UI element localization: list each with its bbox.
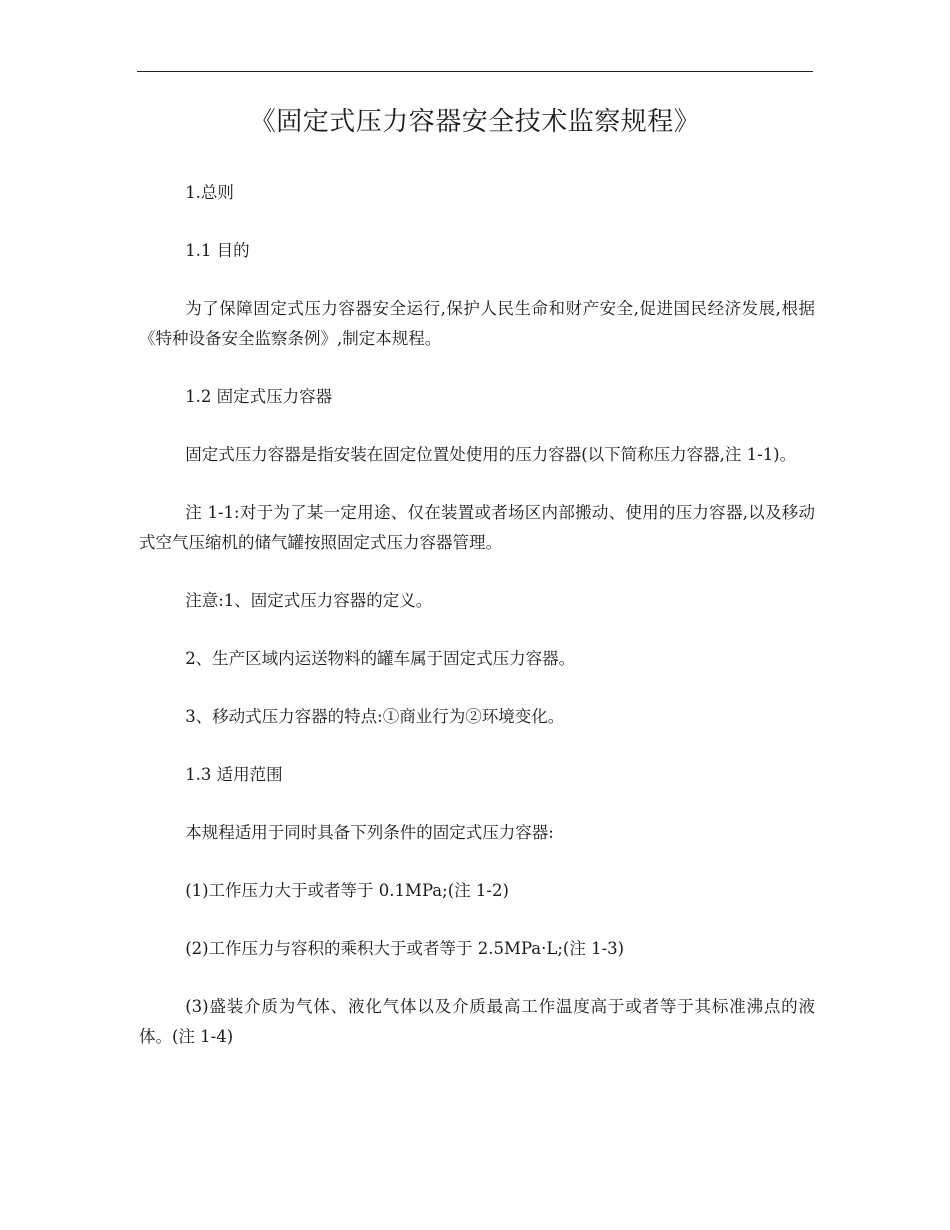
header-rule — [137, 71, 813, 72]
paragraph-scope-intro: 本规程适用于同时具备下列条件的固定式压力容器: — [185, 823, 554, 842]
scope-condition-1: (1)工作压力大于或者等于 0.1MPa;(注 1-2) — [185, 881, 509, 900]
attention-item-1: 注意:1、固定式压力容器的定义。 — [185, 591, 433, 610]
heading-fixed-vessel: 1.2 固定式压力容器 — [185, 387, 333, 406]
note-1-1: 注 1-1:对于为了某一定用途、仅在装置或者场区内部搬动、使用的压力容器,以及移动式空气压缩机的储气罐按照固定式压力容器管理。 — [139, 503, 815, 552]
heading-scope: 1.3 适用范围 — [185, 765, 283, 784]
document-body — [139, 178, 815, 1080]
heading-purpose: 1.1 目的 — [185, 241, 250, 260]
attention-item-2: 2、生产区域内运送物料的罐车属于固定式压力容器。 — [185, 649, 576, 668]
paragraph-fixed-vessel-definition: 固定式压力容器是指安装在固定位置处使用的压力容器(以下简称压力容器,注 1-1)。 — [185, 445, 797, 464]
scope-condition-2: (2)工作压力与容积的乘积大于或者等于 2.5MPa·L;(注 1-3) — [185, 939, 625, 958]
paragraph-purpose: 为了保障固定式压力容器安全运行,保护人民生命和财产安全,促进国民经济发展,根据《特种设备安全监察条例》,制定本规程。 — [139, 299, 815, 348]
heading-general: 1.总则 — [185, 183, 234, 202]
document-title: 《固定式压力容器安全技术监察规程》 — [249, 107, 701, 137]
attention-item-3: 3、移动式压力容器的特点:①商业行为②环境变化。 — [185, 707, 565, 726]
scope-condition-3: (3)盛装介质为气体、液化气体以及介质最高工作温度高于或者等于其标准沸点的液体。(注 1-4) — [139, 997, 815, 1046]
